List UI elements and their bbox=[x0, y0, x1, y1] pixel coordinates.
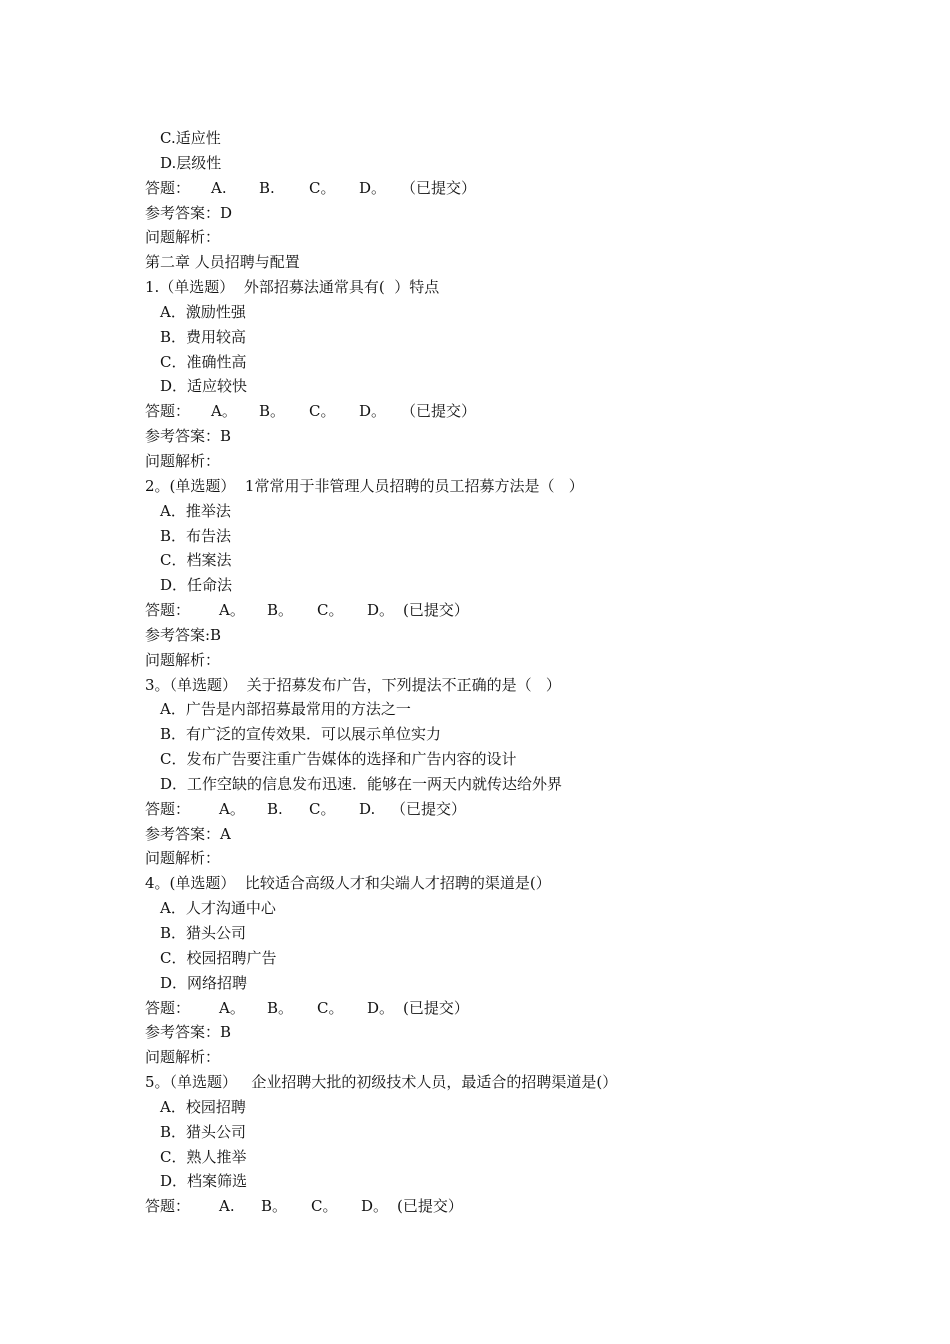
answer-choice-a: A。 bbox=[211, 402, 237, 421]
answer-label: 答题： bbox=[145, 1197, 191, 1216]
answer-choice-b: B。 bbox=[259, 402, 286, 421]
question-stem: 4。(单选题） 比较适合高级人才和尖端人才招聘的渠道是(） bbox=[145, 874, 551, 893]
option: C．档案法 bbox=[160, 551, 232, 570]
answer-choice-a: A. bbox=[219, 1197, 235, 1216]
answer-choice-b: B。 bbox=[267, 601, 294, 620]
answer-choice-c: C。 bbox=[309, 799, 336, 818]
answer-line bbox=[145, 598, 845, 623]
answer-choice-b: B。 bbox=[267, 998, 294, 1017]
option: C．发布广告要注重广告媒体的选择和广告内容的设计 bbox=[160, 750, 517, 769]
answer-choice-d: D。 bbox=[361, 1197, 389, 1216]
answer-label: 答题： bbox=[145, 601, 191, 620]
option: B．费用较高 bbox=[160, 327, 247, 346]
option: A．人才沟通中心 bbox=[160, 899, 276, 918]
reference-answer: 参考答案：B bbox=[145, 427, 232, 446]
answer-choice-d: D。 bbox=[367, 998, 395, 1017]
analysis-label: 问题解析： bbox=[145, 451, 221, 470]
answer-line bbox=[145, 176, 845, 201]
option: C．熟人推举 bbox=[160, 1147, 247, 1166]
option: B．猎头公司 bbox=[160, 924, 247, 942]
analysis-label: 问题解析： bbox=[145, 228, 221, 247]
answer-choice-c: C。 bbox=[309, 402, 336, 421]
answer-choice-d: D。 bbox=[367, 601, 395, 620]
answer-choice-b: B. bbox=[259, 178, 275, 197]
answer-choice-a: A。 bbox=[219, 799, 245, 818]
answer-status: （已提交） bbox=[391, 799, 467, 818]
option: C．校园招聘广告 bbox=[160, 948, 277, 967]
answer-choice-c: C。 bbox=[317, 998, 344, 1017]
document-content bbox=[145, 126, 845, 1219]
option: A．推举法 bbox=[160, 501, 231, 520]
question-stem: 5。（单选题） 企业招聘大批的初级技术人员，最适合的招聘渠道是(） bbox=[145, 1073, 618, 1092]
answer-label: 答题： bbox=[145, 402, 191, 421]
answer-choice-a: A。 bbox=[219, 601, 245, 620]
option: A．激励性强 bbox=[160, 302, 246, 321]
option: B．布告法 bbox=[160, 526, 232, 545]
answer-choice-b: B. bbox=[267, 799, 283, 818]
answer-choice-d: D. bbox=[359, 799, 376, 818]
answer-status: （已提交） bbox=[401, 178, 477, 197]
answer-status: （已提交） bbox=[401, 402, 477, 421]
reference-answer: 参考答案：D bbox=[145, 203, 233, 222]
option: B．猎头公司 bbox=[160, 1122, 247, 1141]
option: A．校园招聘 bbox=[160, 1097, 246, 1116]
answer-choice-d: D。 bbox=[359, 178, 387, 197]
reference-answer: 参考答案：B bbox=[145, 1023, 232, 1042]
option: D.层级性 bbox=[160, 153, 222, 172]
answer-label: 答题： bbox=[145, 799, 191, 818]
answer-status: (已提交） bbox=[403, 601, 469, 620]
question-stem: 3。（单选题） 关于招募发布广告，下列提法不正确的是（ ） bbox=[145, 675, 561, 694]
option: A．广告是内部招募最常用的方法之一 bbox=[160, 700, 411, 719]
reference-answer: 参考答案:B bbox=[145, 625, 222, 644]
analysis-label: 问题解析： bbox=[145, 1048, 221, 1067]
answer-choice-c: C。 bbox=[317, 601, 344, 620]
answer-line bbox=[145, 1194, 845, 1219]
option: D．工作空缺的信息发布迅速．能够在一两天内就传达给外界 bbox=[160, 774, 563, 793]
answer-choice-c: C。 bbox=[311, 1197, 338, 1216]
answer-choice-a: A。 bbox=[219, 998, 245, 1017]
option: C.适应性 bbox=[160, 129, 221, 147]
chapter-title: 第二章 人员招聘与配置 bbox=[145, 253, 300, 272]
analysis-label: 问题解析： bbox=[145, 650, 221, 669]
answer-label: 答题： bbox=[145, 998, 191, 1017]
question-stem: 1.（单选题） 外部招募法通常具有( ）特点 bbox=[145, 278, 440, 297]
option: D．适应较快 bbox=[160, 377, 248, 396]
answer-choice-a: A. bbox=[211, 178, 227, 197]
answer-choice-b: B。 bbox=[261, 1197, 288, 1216]
answer-status: (已提交） bbox=[403, 998, 469, 1017]
reference-answer: 参考答案：A bbox=[145, 824, 231, 843]
option: D．任命法 bbox=[160, 576, 233, 595]
answer-choice-c: C。 bbox=[309, 178, 336, 197]
answer-line bbox=[145, 797, 845, 822]
option: B．有广泛的宣传效果．可以展示单位实力 bbox=[160, 725, 442, 744]
answer-choice-d: D。 bbox=[359, 402, 387, 421]
option: C．准确性高 bbox=[160, 352, 247, 371]
answer-line bbox=[145, 399, 845, 424]
answer-status: (已提交） bbox=[397, 1197, 463, 1216]
question-stem: 2。(单选题） 1常常用于非管理人员招聘的员工招募方法是（ ） bbox=[145, 476, 584, 495]
answer-line bbox=[145, 996, 845, 1021]
option: D．档案筛选 bbox=[160, 1172, 248, 1191]
analysis-label: 问题解析： bbox=[145, 849, 221, 868]
answer-label: 答题： bbox=[145, 178, 191, 197]
option: D．网络招聘 bbox=[160, 973, 248, 992]
